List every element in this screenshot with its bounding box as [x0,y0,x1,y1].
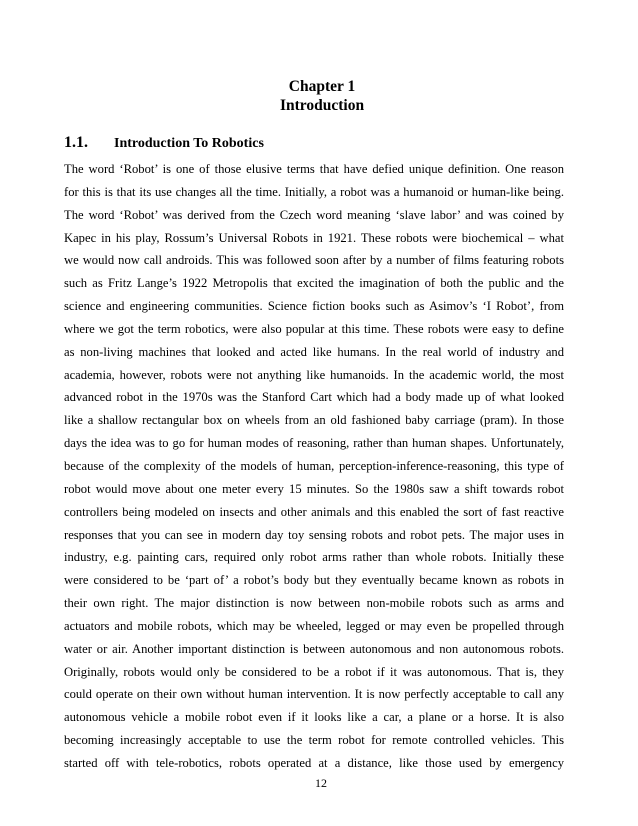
body-line: The word ‘Robot’ was derived from the Czech word meaning ‘slave labor’ and was coined by [64,207,564,222]
section-heading [64,134,264,153]
body-line: we would now call androids. This was followed soon after by a number of films featuring robots [64,253,564,268]
body-line: academia, however, robots were not anything like humanoids. In the academic world, the most [64,367,564,382]
section-title: Introduction To Robotics [114,136,264,151]
body-line: Kapec in his play, Rossum’s Universal Robots in 1921. These robots were biochemical – what [64,230,564,245]
body-line: becoming increasingly acceptable to use the term robot for remote controlled vehicles. This [64,733,564,748]
body-line: water or air. Another important distinction is between autonomous and non autonomous robots. [64,641,564,656]
body-line: for this is that its use changes all the time. Initially, a robot was a humanoid or human-like being. [64,184,564,199]
page-number: 12 [315,776,327,790]
body-line: days the idea was to go for human modes of reasoning, rather than human shapes. Unfortunately, [64,436,564,451]
body-line: because of the complexity of the models of human, perception-inference-reasoning, this type of [64,458,564,473]
body-line: science and engineering communities. Science fiction books such as Asimov’s ‘I Robot’, from [64,299,564,314]
body-line: as non-living machines that looked and acted like humans. In the real world of industry and [64,344,564,359]
chapter-title: Introduction [279,97,365,114]
body-line: could operate on their own without human intervention. It is now perfectly acceptable to call any [64,687,564,702]
body-line: actuators and mobile robots, which may be wheeled, legged or may even be propelled through [64,618,564,633]
body-line: autonomous vehicle a mobile robot even if it looks like a car, a plane or a horse. It is also [64,710,564,725]
chapter-heading [0,77,638,115]
body-line: responses that you can see in modern day toy sensing robots and robot pets. The major uses in [64,527,564,542]
chapter-label: Chapter 1 [288,78,356,95]
body-line: where we got the term robotics, were also popular at this time. These robots were easy to define [64,321,564,336]
body-line: started off with tele-robotics, robots operated at a distance, like those used by emergency [64,755,564,770]
body-line: advanced robot in the 1970s was the Stanford Cart which had a body made up of what looked [64,390,564,405]
body-line: Originally, robots would only be considered to be a robot if it was autonomous. That is, they [64,664,564,679]
body-line: such as Fritz Lange’s 1922 Metropolis that excited the imagination of both the public and the [64,276,564,291]
body-line: industry, e.g. painting cars, required only robot arms rather than whole robots. Initially these [64,550,564,565]
section-number: 1.1. [64,134,88,151]
body-paragraph [64,158,564,775]
body-line: were considered to be ‘part of’ a robot’s body but they eventually became known as robots in [64,573,564,588]
body-line: like a shallow rectangular box on wheels from an old fashioned baby carriage (pram). In those [64,413,564,428]
body-line: robot would move about one meter every 15 minutes. So the 1980s saw a shift towards robot [64,481,564,496]
body-line: The word ‘Robot’ is one of those elusive terms that have defied unique definition. One reason [64,162,564,176]
body-line: their own right. The major distinction is now between non-mobile robots such as arms and [64,596,564,611]
body-line: controllers being modeled on insects and other animals and this enabled the sort of fast reactive [64,504,564,519]
